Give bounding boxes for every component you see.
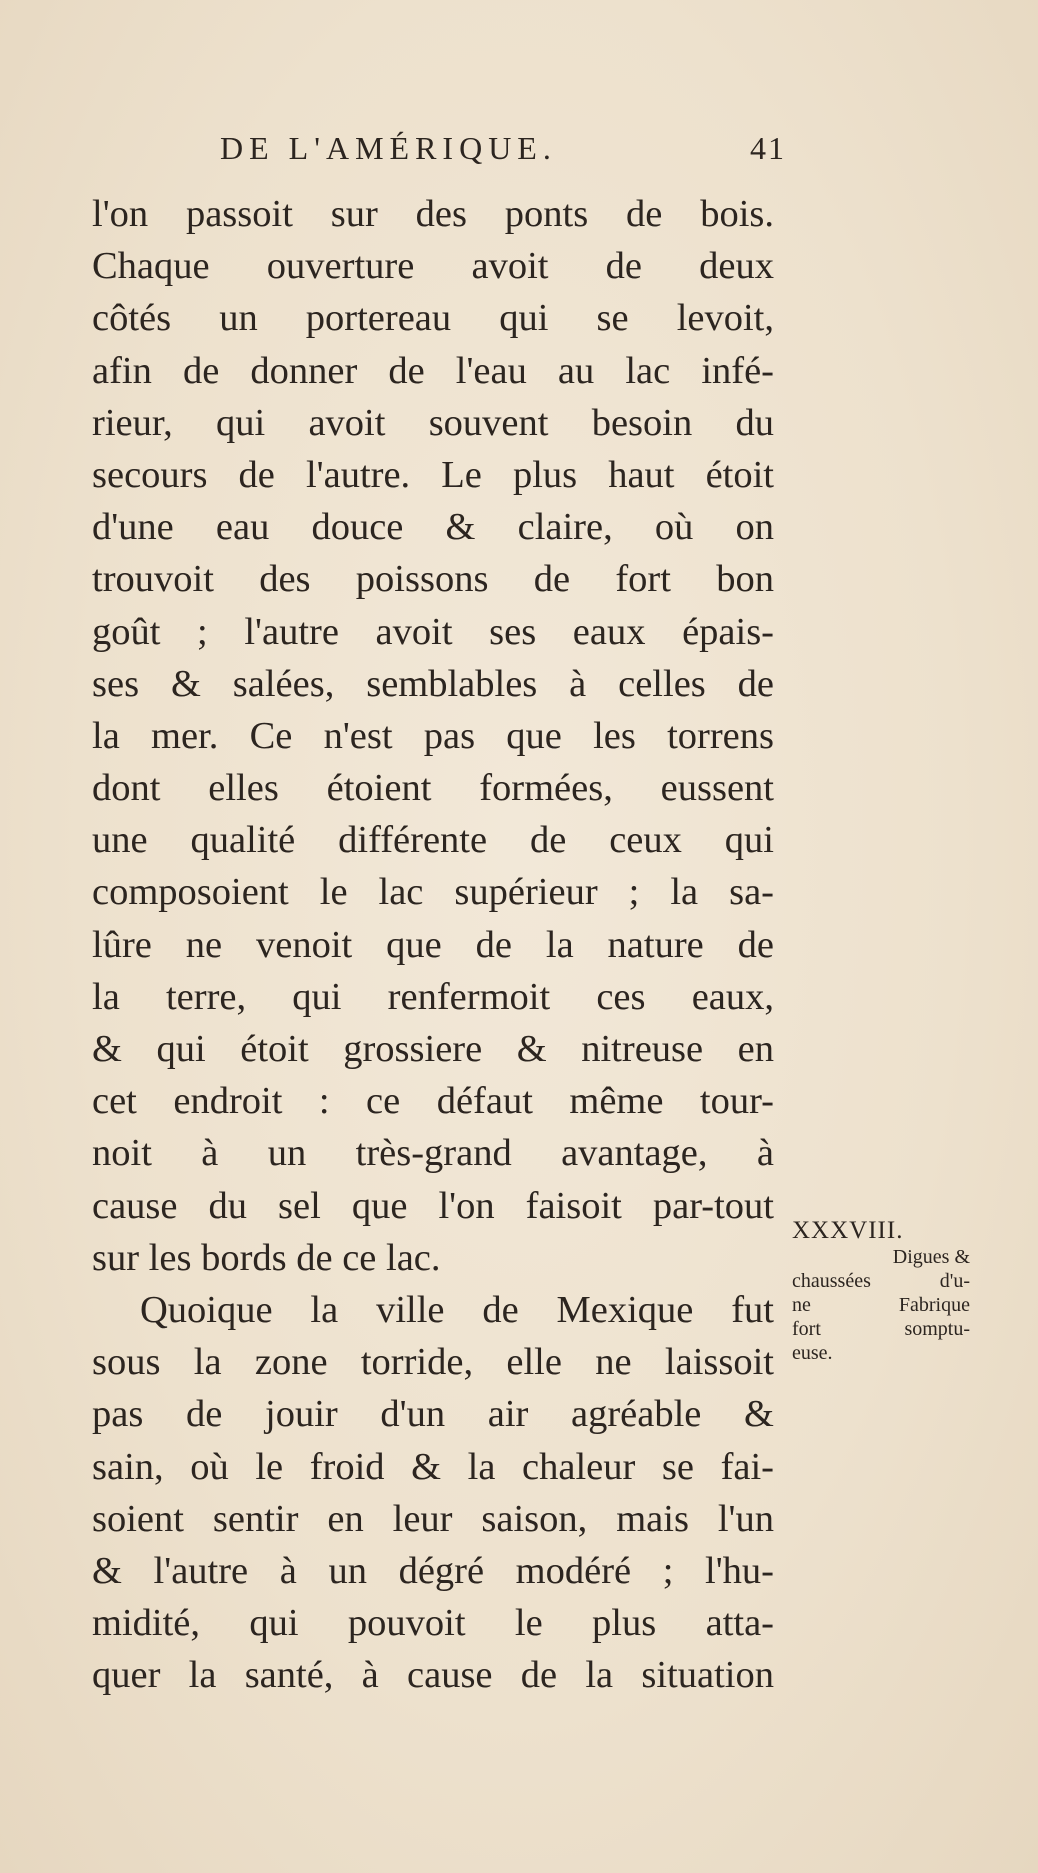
text-line: midité, qui pouvoit le plus atta-: [92, 1602, 774, 1645]
text-line: la mer. Ce n'est pas que les torrens: [92, 714, 774, 757]
text-line: quer la santé, à cause de la situation: [92, 1654, 774, 1697]
text-line: cause du sel que l'on faisoit par-tout: [92, 1184, 774, 1227]
text-line: côtés un portereau qui se levoit,: [92, 297, 774, 340]
marginal-note-line: Digues &: [892, 1246, 970, 1268]
text-line-paragraph-end: sur les bords de ce lac.: [92, 1236, 441, 1279]
marginal-note-number: XXXVIII.: [792, 1217, 904, 1244]
text-line: trouvoit des poissons de fort bon: [92, 558, 774, 601]
text-line: l'on passoit sur des ponts de bois.: [92, 193, 774, 235]
text-line: goût ; l'autre avoit ses eaux épais-: [92, 610, 774, 653]
body-text: [92, 188, 774, 1701]
text-line: d'une eau douce & claire, où on: [92, 506, 774, 549]
marginal-note-line: fort somptu-: [792, 1318, 970, 1340]
marginal-note: [792, 1219, 970, 1365]
text-line-paragraph-start: Quoique la ville de Mexique fut: [140, 1288, 774, 1331]
running-head: [220, 130, 786, 167]
text-line: cet endroit : ce défaut même tour-: [92, 1080, 774, 1123]
text-line: dont elles étoient formées, eussent: [92, 767, 774, 810]
marginal-note-line: ne Fabrique: [792, 1294, 970, 1316]
text-line: sain, où le froid & la chaleur se fai-: [92, 1445, 774, 1488]
page-number: 41: [750, 130, 786, 166]
text-line: pas de jouir d'un air agréable &: [92, 1393, 774, 1436]
text-line: ses & salées, semblables à celles de: [92, 662, 774, 705]
marginal-note-line: euse.: [792, 1342, 833, 1364]
text-line: soient sentir en leur saison, mais l'un: [92, 1497, 774, 1540]
text-line: & qui étoit grossiere & nitreuse en: [92, 1028, 774, 1070]
text-line: composoient le lac supérieur ; la sa-: [92, 871, 774, 914]
text-line: secours de l'autre. Le plus haut étoit: [92, 453, 774, 496]
text-line: la terre, qui renfermoit ces eaux,: [92, 975, 774, 1018]
text-line: sous la zone torride, elle ne laissoit: [92, 1341, 774, 1384]
text-line: lûre ne venoit que de la nature de: [92, 923, 774, 966]
running-title: DE L'AMÉRIQUE.: [220, 130, 557, 166]
text-line: rieur, qui avoit souvent besoin du: [92, 401, 774, 444]
text-line: noit à un très-grand avantage, à: [92, 1132, 774, 1175]
text-line: & l'autre à un dégré modéré ; l'hu-: [92, 1549, 774, 1592]
text-line: Chaque ouverture avoit de deux: [92, 245, 774, 288]
text-line: afin de donner de l'eau au lac infé-: [92, 349, 774, 392]
marginal-note-line: chaussées d'u-: [792, 1270, 970, 1292]
text-line: une qualité différente de ceux qui: [92, 819, 774, 862]
